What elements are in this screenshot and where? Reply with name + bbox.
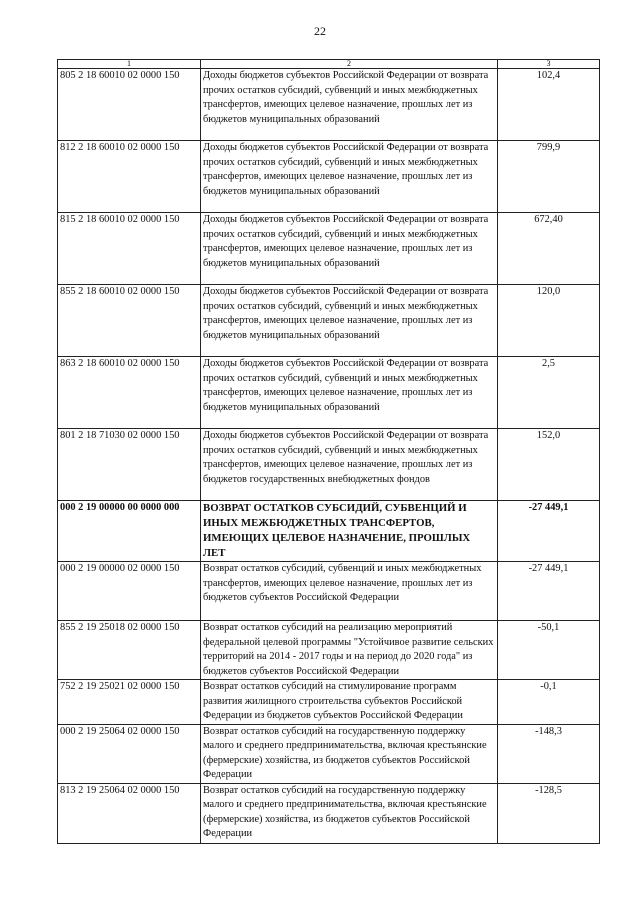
amount-cell: -0,1: [498, 680, 600, 725]
header-col-2: 2: [201, 60, 498, 69]
table-row: [58, 680, 600, 725]
description-cell: Возврат остатков субсидий на государственную поддержку малого и среднего предпринимательства, включая крестьянские (фермерские) хозяйства, из бюджетов субъектов Российской Федерации: [201, 724, 498, 783]
budget-table: [57, 59, 600, 844]
description-cell: ВОЗВРАТ ОСТАТКОВ СУБСИДИЙ, СУБВЕНЦИЙ И ИНЫХ МЕЖБЮДЖЕТНЫХ ТРАНСФЕРТОВ, ИМЕЮЩИХ ЦЕЛЕВОЕ НАЗНАЧЕНИЕ, ПРОШЛЫХ ЛЕТ: [201, 501, 498, 562]
code-cell: 000 2 19 25064 02 0000 150: [58, 724, 201, 783]
header-col-1: 1: [58, 60, 201, 69]
table-row: [58, 562, 600, 621]
amount-cell: -148,3: [498, 724, 600, 783]
table-row: [58, 285, 600, 357]
amount-cell: -27 449,1: [498, 562, 600, 621]
description-cell: Доходы бюджетов субъектов Российской Федерации от возврата прочих остатков субсидий, субвенций и иных межбюджетных трансфертов, имеющих целевое назначение, прошлых лет из бюджетов государственных внебюджетных фондов: [201, 429, 498, 501]
amount-cell: 672,40: [498, 213, 600, 285]
table-row: [58, 501, 600, 562]
code-cell: 855 2 19 25018 02 0000 150: [58, 621, 201, 680]
description-cell: Доходы бюджетов субъектов Российской Федерации от возврата прочих остатков субсидий, субвенций и иных межбюджетных трансфертов, имеющих целевое назначение, прошлых лет из бюджетов муниципальных образований: [201, 357, 498, 429]
description-cell: Возврат остатков субсидий, субвенций и иных межбюджетных трансфертов, имеющих целевое назначение, прошлых лет из бюджетов субъектов Российской Федерации: [201, 562, 498, 621]
amount-cell: 152,0: [498, 429, 600, 501]
description-cell: Возврат остатков субсидий на стимулирование программ развития жилищного строительства субъектов Российской Федерации из бюджетов субъектов Российской Федерации: [201, 680, 498, 725]
code-cell: 000 2 19 00000 02 0000 150: [58, 562, 201, 621]
table-row: [58, 69, 600, 141]
header-col-3: 3: [498, 60, 600, 69]
code-cell: 815 2 18 60010 02 0000 150: [58, 213, 201, 285]
code-cell: 813 2 19 25064 02 0000 150: [58, 783, 201, 843]
code-cell: 812 2 18 60010 02 0000 150: [58, 141, 201, 213]
code-cell: 801 2 18 71030 02 0000 150: [58, 429, 201, 501]
amount-cell: 799,9: [498, 141, 600, 213]
amount-cell: 102,4: [498, 69, 600, 141]
description-cell: Возврат остатков субсидий на государственную поддержку малого и среднего предпринимательства, включая крестьянские (фермерские) хозяйства, из бюджетов субъектов Российской Федерации: [201, 783, 498, 843]
description-cell: Доходы бюджетов субъектов Российской Федерации от возврата прочих остатков субсидий, субвенций и иных межбюджетных трансфертов, имеющих целевое назначение, прошлых лет из бюджетов муниципальных образований: [201, 213, 498, 285]
table-row: [58, 357, 600, 429]
amount-cell: -128,5: [498, 783, 600, 843]
code-cell: 000 2 19 00000 00 0000 000: [58, 501, 201, 562]
code-cell: 805 2 18 60010 02 0000 150: [58, 69, 201, 141]
description-cell: Доходы бюджетов субъектов Российской Федерации от возврата прочих остатков субсидий, субвенций и иных межбюджетных трансфертов, имеющих целевое назначение, прошлых лет из бюджетов муниципальных образований: [201, 285, 498, 357]
table-row: [58, 213, 600, 285]
page-number: 22: [314, 24, 326, 38]
amount-cell: 2,5: [498, 357, 600, 429]
table-row: [58, 783, 600, 843]
description-cell: Возврат остатков субсидий на реализацию мероприятий федеральной целевой программы "Устойчивое развитие сельских территорий на 2014 - 2017 годы и на период до 2020 года" из бюджетов субъектов Российской Федерации: [201, 621, 498, 680]
code-cell: 863 2 18 60010 02 0000 150: [58, 357, 201, 429]
code-cell: 752 2 19 25021 02 0000 150: [58, 680, 201, 725]
table-row: [58, 621, 600, 680]
description-cell: Доходы бюджетов субъектов Российской Федерации от возврата прочих остатков субсидий, субвенций и иных межбюджетных трансфертов, имеющих целевое назначение, прошлых лет из бюджетов муниципальных образований: [201, 141, 498, 213]
description-cell: Доходы бюджетов субъектов Российской Федерации от возврата прочих остатков субсидий, субвенций и иных межбюджетных трансфертов, имеющих целевое назначение, прошлых лет из бюджетов муниципальных образований: [201, 69, 498, 141]
table-header-row: [58, 60, 600, 69]
table-row: [58, 429, 600, 501]
code-cell: 855 2 18 60010 02 0000 150: [58, 285, 201, 357]
amount-cell: 120,0: [498, 285, 600, 357]
amount-cell: -50,1: [498, 621, 600, 680]
table-row: [58, 141, 600, 213]
table-row: [58, 724, 600, 783]
amount-cell: -27 449,1: [498, 501, 600, 562]
